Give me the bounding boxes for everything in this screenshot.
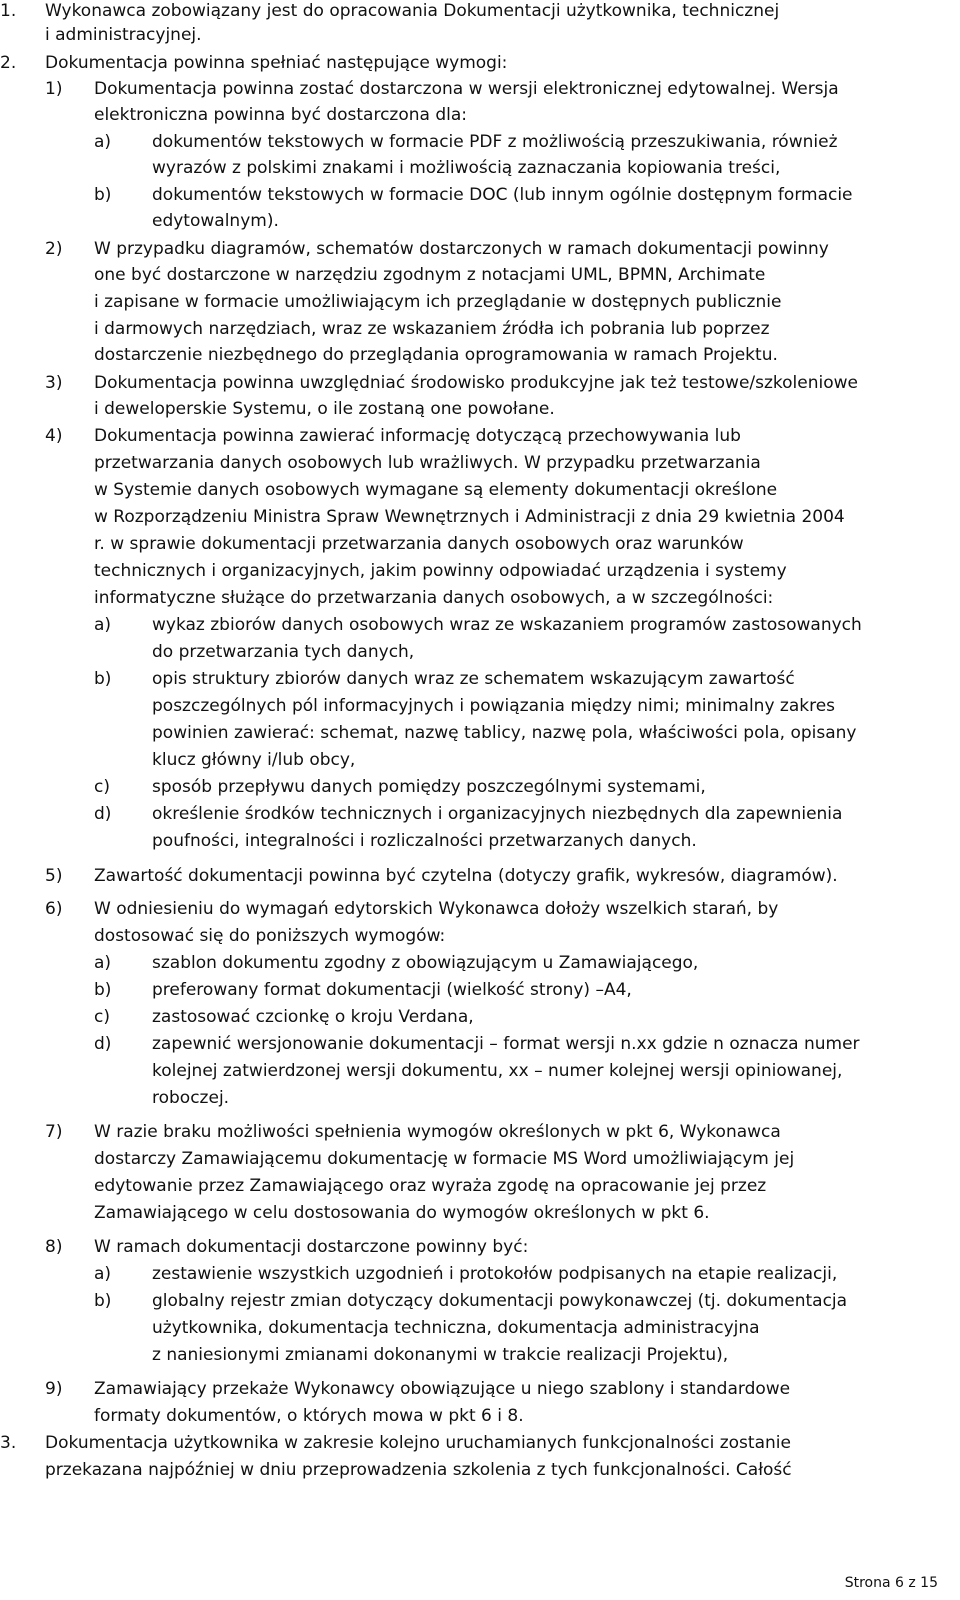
paragraph-line: i darmowych narzędziach, wraz ze wskazaniem źródła ich pobrania lub poprzez (94, 319, 770, 339)
sub-item-marker: d) (94, 804, 112, 824)
item-number: 5) (45, 866, 63, 886)
paragraph-line: Dokumentacja powinna zawierać informację dotyczącą przechowywania lub (94, 426, 741, 446)
paragraph-line: dostosować się do poniższych wymogów: (94, 926, 446, 946)
paragraph-line: W odniesieniu do wymagań edytorskich Wykonawca dołoży wszelkich starań, by (94, 899, 779, 919)
paragraph-line: i zapisane w formacie umożliwiającym ich przeglądanie w dostępnych publicznie (94, 292, 782, 312)
paragraph-line: przetwarzania danych osobowych lub wrażliwych. W przypadku przetwarzania (94, 453, 761, 473)
paragraph-line: dokumentów tekstowych w formacie DOC (lub innym ogólnie dostępnym formacie (152, 185, 853, 205)
paragraph-line: kolejnej zatwierdzonej wersji dokumentu, xx – numer kolejnej wersji opiniowanej, (152, 1061, 843, 1081)
item-number: 7) (45, 1122, 63, 1142)
paragraph-line: dostarczenie niezbędnego do przeglądania oprogramowania w ramach Projektu. (94, 345, 778, 365)
sub-item-marker: c) (94, 1007, 110, 1027)
sub-item-marker: b) (94, 669, 112, 689)
paragraph-line: poszczególnych pól informacyjnych i powiązania między nimi; minimalny zakres (152, 696, 836, 716)
paragraph-line: Dokumentacja powinna uwzględniać środowisko produkcyjne jak też testowe/szkoleniowe (94, 373, 858, 393)
page-number: Strona 6 z 15 (844, 1575, 938, 1591)
item-number: 4) (45, 426, 63, 446)
paragraph-line: Zawartość dokumentacji powinna być czytelna (dotyczy grafik, wykresów, diagramów). (94, 866, 838, 886)
paragraph-line: Dokumentacja powinna spełniać następujące wymogi: (45, 53, 508, 73)
paragraph-line: sposób przepływu danych pomiędzy poszczególnymi systemami, (152, 777, 706, 797)
sub-item-marker: a) (94, 132, 112, 152)
paragraph-line: z naniesionymi zmianami dokonanymi w trakcie realizacji Projektu), (152, 1345, 729, 1365)
paragraph-line: formaty dokumentów, o których mowa w pkt 6 i 8. (94, 1406, 524, 1426)
paragraph-line: one być dostarczone w narzędziu zgodnym z notacjami UML, BPMN, Archimate (94, 265, 766, 285)
paragraph-line: i administracyjnej. (45, 25, 202, 45)
paragraph-line: informatyczne służące do przetwarzania danych osobowych, a w szczególności: (94, 588, 774, 608)
paragraph-line: poufności, integralności i rozliczalności przetwarzanych danych. (152, 831, 697, 851)
item-number: 9) (45, 1379, 63, 1399)
paragraph-line: wykaz zbiorów danych osobowych wraz ze wskazaniem programów zastosowanych (152, 615, 862, 635)
item-number: 8) (45, 1237, 63, 1257)
sub-item-marker: a) (94, 615, 112, 635)
sub-item-marker: b) (94, 185, 112, 205)
paragraph-line: powinien zawierać: schemat, nazwę tablicy, nazwę pola, właściwości pola, opisany (152, 723, 857, 743)
item-number: 3) (45, 373, 63, 393)
paragraph-line: globalny rejestr zmian dotyczący dokumentacji powykonawczej (tj. dokumentacja (152, 1291, 848, 1311)
paragraph-line: w Rozporządzeniu Ministra Spraw Wewnętrznych i Administracji z dnia 29 kwietnia 2004 (94, 507, 845, 527)
paragraph-line: opis struktury zbiorów danych wraz ze schematem wskazującym zawartość (152, 669, 795, 689)
sub-item-marker: a) (94, 1264, 112, 1284)
paragraph-line: przekazana najpóźniej w dniu przeprowadzenia szkolenia z tych funkcjonalności. Całość (45, 1460, 792, 1480)
paragraph-line: wyrazów z polskimi znakami i możliwością zaznaczania kopiowania treści, (152, 158, 781, 178)
paragraph-line: w Systemie danych osobowych wymagane są elementy dokumentacji określone (94, 480, 778, 500)
paragraph-line: edytowanie przez Zamawiającego oraz wyraża zgodę na opracowanie jej przez (94, 1176, 767, 1196)
paragraph-line: zapewnić wersjonowanie dokumentacji – format wersji n.xx gdzie n oznacza numer (152, 1034, 860, 1054)
paragraph-line: i deweloperskie Systemu, o ile zostaną one powołane. (94, 399, 555, 419)
section-number: 3. (0, 1433, 17, 1453)
paragraph-line: określenie środków technicznych i organizacyjnych niezbędnych dla zapewnienia (152, 804, 843, 824)
paragraph-line: W przypadku diagramów, schematów dostarczonych w ramach dokumentacji powinny (94, 239, 829, 259)
paragraph-line: Dokumentacja powinna zostać dostarczona w wersji elektronicznej edytowalnej. Wersja (94, 79, 839, 99)
paragraph-line: zestawienie wszystkich uzgodnień i protokołów podpisanych na etapie realizacji, (152, 1264, 838, 1284)
item-number: 2) (45, 239, 63, 259)
paragraph-line (45, 0, 938, 22)
paragraph-line: elektroniczna powinna być dostarczona dla: (94, 105, 467, 125)
sub-item-marker: b) (94, 1291, 112, 1311)
paragraph-line: klucz główny i/lub obcy, (152, 750, 356, 770)
paragraph-line: dokumentów tekstowych w formacie PDF z możliwością przeszukiwania, również (152, 132, 838, 152)
paragraph-line: zastosować czcionkę o kroju Verdana, (152, 1007, 474, 1027)
paragraph-line: użytkownika, dokumentacja techniczna, dokumentacja administracyjna (152, 1318, 760, 1338)
paragraph-line: roboczej. (152, 1088, 230, 1108)
paragraph-line: Zamawiający przekaże Wykonawcy obowiązujące u niego szablony i standardowe (94, 1379, 791, 1399)
paragraph-line: do przetwarzania tych danych, (152, 642, 415, 662)
text-line: Wykonawca zobowiązany jest do opracowania Dokumentacji użytkownika, technicznej (45, 1, 780, 21)
paragraph-line: W ramach dokumentacji dostarczone powinny być: (94, 1237, 529, 1257)
paragraph-line: W razie braku możliwości spełnienia wymogów określonych w pkt 6, Wykonawca (94, 1122, 781, 1142)
sub-item-marker: c) (94, 777, 110, 797)
paragraph-line: Zamawiającego w celu dostosowania do wymogów określonych w pkt 6. (94, 1203, 710, 1223)
section-number: 2. (0, 53, 17, 73)
sub-item-marker: b) (94, 980, 112, 1000)
paragraph-line: preferowany format dokumentacji (wielkość strony) –A4, (152, 980, 632, 1000)
section-number: 1. (0, 1, 17, 21)
paragraph-line: szablon dokumentu zgodny z obowiązującym u Zamawiającego, (152, 953, 699, 973)
sub-item-marker: a) (94, 953, 112, 973)
paragraph-line: dostarczy Zamawiającemu dokumentację w formacie MS Word umożliwiającym jej (94, 1149, 795, 1169)
paragraph-line: technicznych i organizacyjnych, jakim powinny odpowiadać urządzenia i systemy (94, 561, 787, 581)
item-number: 1) (45, 79, 63, 99)
paragraph-line: edytowalnym). (152, 211, 279, 231)
item-number: 6) (45, 899, 63, 919)
sub-item-marker: d) (94, 1034, 112, 1054)
paragraph-line: r. w sprawie dokumentacji przetwarzania danych osobowych oraz warunków (94, 534, 744, 554)
paragraph-line: Dokumentacja użytkownika w zakresie kolejno uruchamianych funkcjonalności zostanie (45, 1433, 791, 1453)
